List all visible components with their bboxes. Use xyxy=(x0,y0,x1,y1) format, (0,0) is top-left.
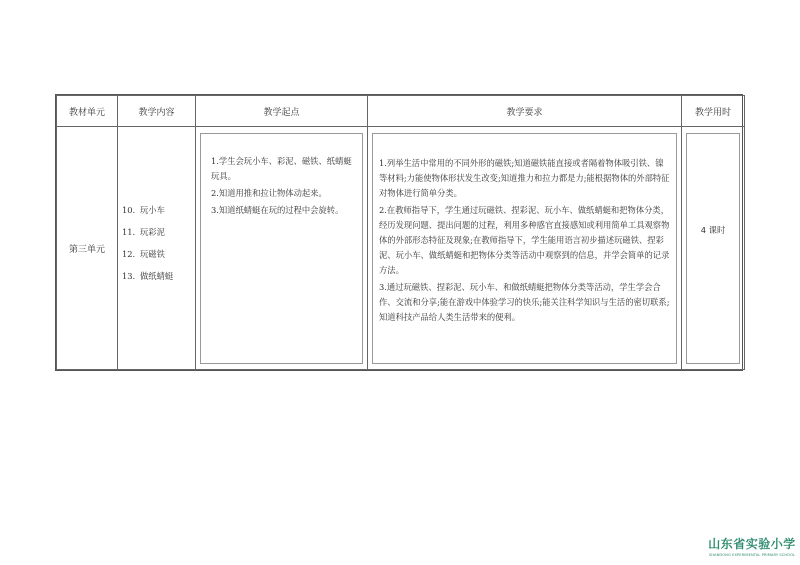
starting-point-item: 2.知道用推和拉让物体动起来。 xyxy=(211,187,327,198)
header-requirements: 教学要求 xyxy=(368,96,682,127)
starting-point-cell xyxy=(196,127,368,370)
school-logo-english: SHANDONG EXPERIMENTAL PRIMARY SCHOOL xyxy=(708,553,796,557)
starting-point-box xyxy=(200,133,363,364)
starting-point-item: 3.知道纸蜻蜓在玩的过程中会旋转。 xyxy=(211,204,344,215)
list-item xyxy=(122,248,195,260)
lesson-title: 玩彩泥 xyxy=(140,227,165,237)
requirements-cell xyxy=(368,127,682,370)
starting-point-item: 1.学生会玩小车、彩泥、磁铁、纸蜻蜓玩具。 xyxy=(211,155,352,181)
list-item xyxy=(122,204,195,216)
requirement-item: 3.通过玩磁铁、捏彩泥、玩小车、和做纸蜻蜓把物体分类等活动，学生学会合作、交流和分享;能在游戏中体验学习的快乐;能关注科学知识与生活的密切联系;知道科技产品给人类生活带来的便利。 xyxy=(379,281,670,322)
hours-value: 4 课时 xyxy=(700,224,726,235)
unit-cell: 第三单元 xyxy=(57,127,118,370)
list-item xyxy=(122,270,195,282)
requirement-item: 2.在教师指导下，学生通过玩磁铁、捏彩泥、玩小车、做纸蜻蜓和把物体分类，经历发现问题、提出问题的过程，利用多种感官直接感知或利用简单工具观察物体的外部形态特征及现象;在教师指导下，学生能用语言初步描述玩磁铁、捏彩泥、玩小车、做纸蜻蜓和把物体分类等活动中观察到的信息，并学会简单的记录方法。 xyxy=(379,204,670,275)
hours-box xyxy=(686,133,740,364)
lesson-number: 12. xyxy=(122,249,136,259)
lesson-number: 10. xyxy=(122,205,136,215)
hours-cell xyxy=(682,127,745,370)
lesson-list xyxy=(118,204,195,282)
curriculum-table-grid xyxy=(56,95,745,370)
lesson-number: 11. xyxy=(122,227,136,237)
lesson-title: 玩磁铁 xyxy=(140,249,165,259)
header-starting-point: 教学起点 xyxy=(196,96,368,127)
requirement-item: 1.列举生活中常用的不同外形的磁铁;知道磁铁能直接或者隔着物体吸引铁、镍等材料;力能使物体形状发生改变;知道推力和拉力都是力;能根据物体的外部特征对物体进行简单分类。 xyxy=(379,157,670,198)
school-logo xyxy=(704,537,800,565)
header-hours: 教学用时 xyxy=(682,96,745,127)
header-unit: 教材单元 xyxy=(57,96,118,127)
list-item xyxy=(122,226,195,238)
lesson-title: 玩小车 xyxy=(140,205,165,215)
requirements-box xyxy=(372,133,677,364)
lessons-cell xyxy=(118,127,196,370)
lesson-title: 做纸蜻蜓 xyxy=(140,271,174,281)
header-content: 教学内容 xyxy=(118,96,196,127)
curriculum-table xyxy=(55,94,743,371)
table-row xyxy=(57,127,745,370)
school-logo-name: 山东省实验小学 xyxy=(708,537,796,551)
lesson-number: 13. xyxy=(122,271,136,281)
table-header-row xyxy=(57,96,745,127)
